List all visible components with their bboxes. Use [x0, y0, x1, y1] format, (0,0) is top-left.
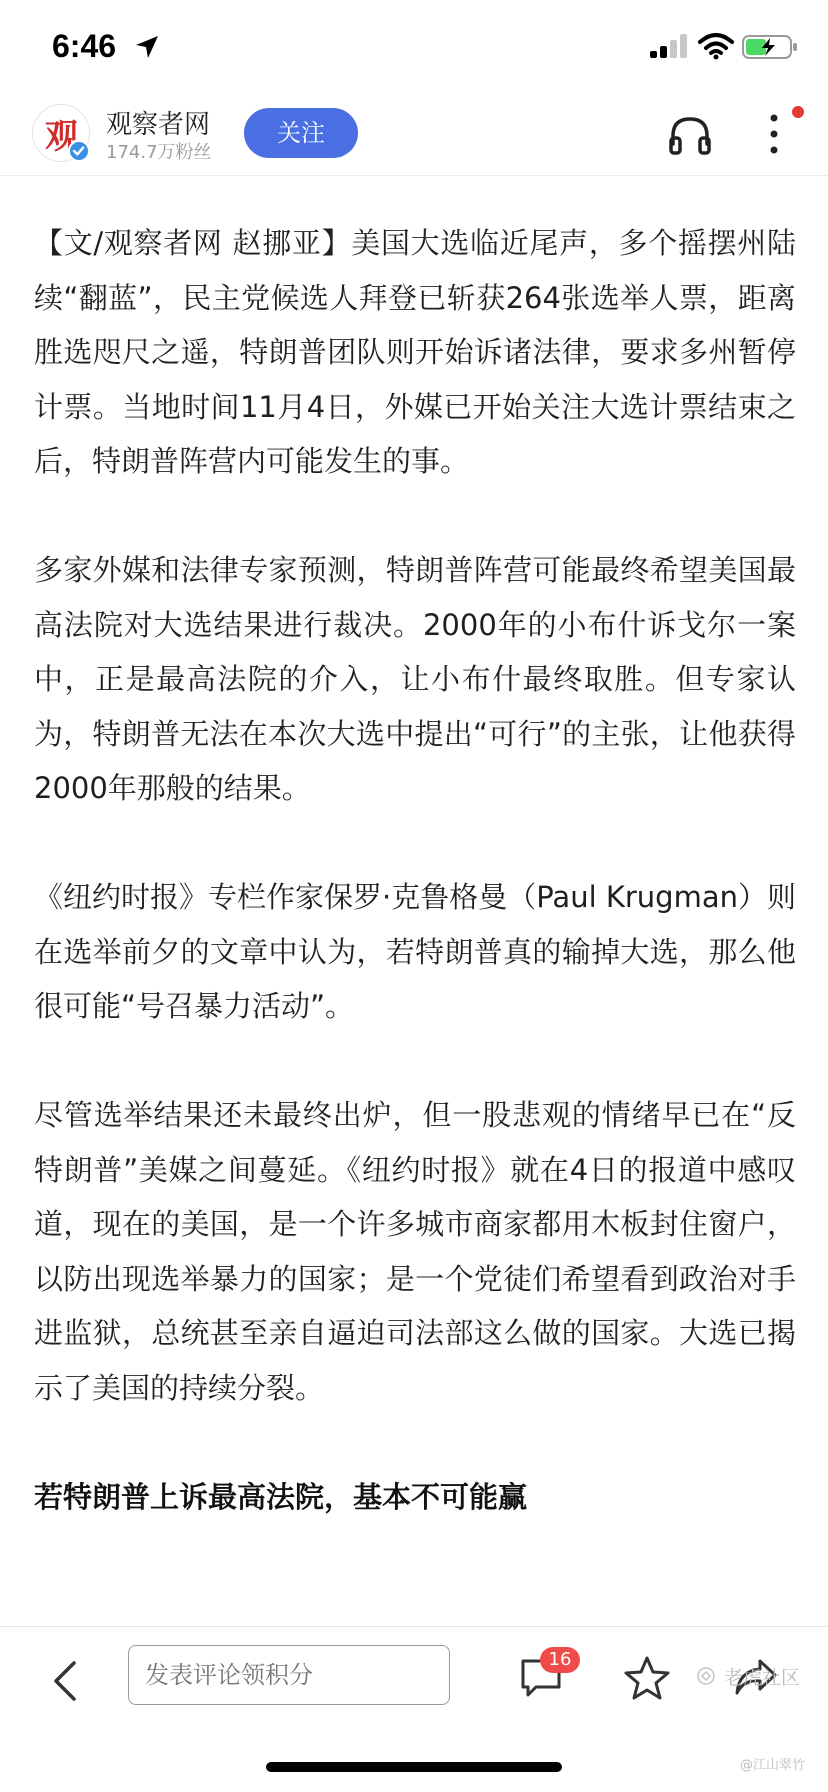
location-arrow-icon — [134, 34, 160, 60]
verified-badge-icon — [68, 140, 90, 162]
publisher-name[interactable]: 观察者网 — [106, 110, 211, 140]
follower-count: 174.7万粉丝 — [106, 142, 212, 163]
watermark-username: @江山翠竹 — [740, 1758, 806, 1773]
article-header — [0, 96, 828, 176]
article-body — [34, 216, 796, 1524]
cellular-signal-icon — [650, 34, 690, 60]
favorite-star-icon[interactable] — [624, 1655, 670, 1701]
watermark-label: 老虎社区 — [724, 1667, 801, 1689]
wifi-icon — [698, 32, 734, 60]
article-paragraph: 《纽约时报》专栏作家保罗·克鲁格曼（Paul Krugman）则在选举前夕的文章中认为，若特朗普真的输掉大选，那么他很可能“号召暴力活动”。 — [34, 880, 796, 1023]
article-subheading: 若特朗普上诉最高法院，基本不可能赢 — [34, 1479, 528, 1514]
back-arrow-icon[interactable] — [50, 1659, 80, 1703]
article-paragraph: 尽管选举结果还未最终出炉，但一股悲观的情绪早已在“反特朗普”美媒之间蔓延。《纽约时报》就在4日的报道中感叹道，现在的美国，是一个许多城市商家都用木板封住窗户，以防出现选举暴力的国家；是一个党徒们希望看到政治对手进监狱，总统甚至亲自逼迫司法部这么做的国家。大选已揭示了美国的持续分裂。 — [34, 1098, 796, 1405]
headphones-icon[interactable] — [668, 114, 712, 156]
article-paragraph: 【文/观察者网 赵挪亚】美国大选临近尾声，多个摇摆州陆续“翻蓝”，民主党候选人拜登已斩获264张选举人票，距离胜选咫尺之遥，特朗普团队则开始诉诸法律，要求多州暂停计票。当地时间11月4日，外媒已开始关注大选计票结束之后，特朗普阵营内可能发生的事。 — [34, 226, 796, 478]
avatar-logo-char: 观 — [45, 117, 79, 157]
home-indicator[interactable] — [266, 1762, 562, 1772]
article-paragraph: 多家外媒和法律专家预测，特朗普阵营可能最终希望美国最高法院对大选结果进行裁决。2000年的小布什诉戈尔一案中，正是最高法院的介入，让小布什最终取胜。但专家认为，特朗普无法在本次大选中提出“可行”的主张，让他获得2000年那般的结果。 — [34, 553, 796, 805]
follow-button[interactable]: 关注 — [244, 108, 358, 158]
notification-dot — [792, 106, 804, 118]
comment-input[interactable] — [128, 1645, 450, 1705]
status-time: 6:46 — [52, 28, 117, 64]
battery-charging-icon — [742, 34, 798, 60]
comment-count-badge: 16 — [540, 1647, 580, 1673]
watermark-text — [698, 1663, 800, 1690]
status-bar — [0, 0, 828, 96]
more-options-icon[interactable] — [762, 110, 786, 160]
